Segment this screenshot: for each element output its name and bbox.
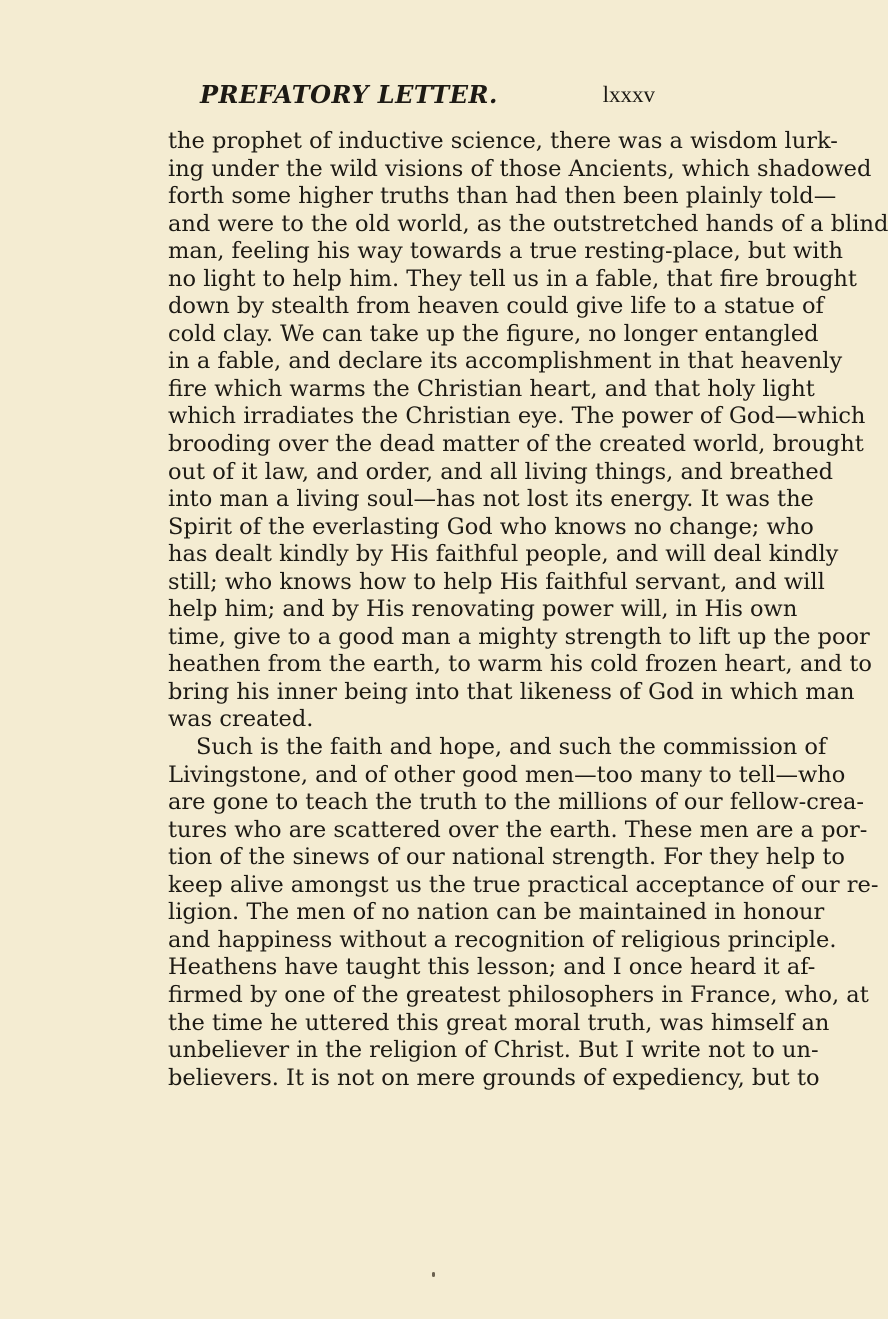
text-line: out of it law, and order, and all living things, and breathed <box>168 458 834 485</box>
text-line: forth some higher truths than had then been plainly told— <box>168 183 837 210</box>
text-line: Such is the faith and hope, and such the commission of <box>196 734 827 761</box>
text-line: Spirit of the everlasting God who knows no change; who <box>168 513 814 540</box>
body-text <box>168 128 888 1092</box>
text-line: keep alive amongst us the true practical acceptance of our re- <box>168 871 879 898</box>
text-line: no light to help him. They tell us in a fable, that fire brought <box>168 265 857 292</box>
text-line: bring his inner being into that likeness of God in which man <box>168 678 855 705</box>
text-line: cold clay. We can take up the figure, no longer entangled <box>168 320 819 347</box>
text-line: Livingstone, and of other good men—too many to tell—who <box>168 761 846 788</box>
text-line: firmed by one of the greatest philosophers in France, who, at <box>168 981 869 1008</box>
text-line: fire which warms the Christian heart, and that holy light <box>168 375 815 402</box>
text-line: believers. It is not on mere grounds of expediency, but to <box>168 1064 820 1091</box>
text-line: was created. <box>168 706 314 733</box>
running-head <box>200 80 655 110</box>
text-line: are gone to teach the truth to the millions of our fellow-crea- <box>168 789 864 816</box>
text-line: ligion. The men of no nation can be maintained in honour <box>168 899 825 926</box>
text-line: in a fable, and declare its accomplishment in that heavenly <box>168 348 843 375</box>
text-line: down by stealth from heaven could give life to a statue of <box>168 293 824 320</box>
text-line: and happiness without a recognition of religious principle. <box>168 926 837 953</box>
text-line: tion of the sinews of our national strength. For they help to <box>168 844 845 871</box>
text-line: still; who knows how to help His faithful servant, and will <box>168 568 825 595</box>
page-number: lxxxv <box>602 82 655 107</box>
text-line: ing under the wild visions of those Ancients, which shadowed <box>168 155 872 182</box>
text-line: help him; and by His renovating power will, in His own <box>168 596 798 623</box>
text-line: the prophet of inductive science, there was a wisdom lurk- <box>168 128 838 154</box>
text-line: which irradiates the Christian eye. The power of God—which <box>168 403 866 430</box>
text-line: Heathens have taught this lesson; and I once heard it af- <box>168 954 816 981</box>
text-line: the time he uttered this great moral truth, was himself an <box>168 1009 830 1036</box>
running-title: PREFATORY LETTER. <box>200 80 498 109</box>
text-line: tures who are scattered over the earth. These men are a por- <box>168 816 868 843</box>
text-line: man, feeling his way towards a true resting-place, but with <box>168 238 843 265</box>
text-line: brooding over the dead matter of the created world, brought <box>168 431 864 458</box>
text-line: and were to the old world, as the outstretched hands of a blind <box>168 210 888 237</box>
text-line: heathen from the earth, to warm his cold frozen heart, and to <box>168 651 872 678</box>
text-line: unbeliever in the religion of Christ. But I write not to un- <box>168 1037 819 1064</box>
text-line: into man a living soul—has not lost its energy. It was the <box>168 486 814 513</box>
text-line: has dealt kindly by His faithful people, and will deal kindly <box>168 541 839 568</box>
paper-speck <box>432 1272 435 1277</box>
text-line: time, give to a good man a mighty strength to lift up the poor <box>168 623 870 650</box>
